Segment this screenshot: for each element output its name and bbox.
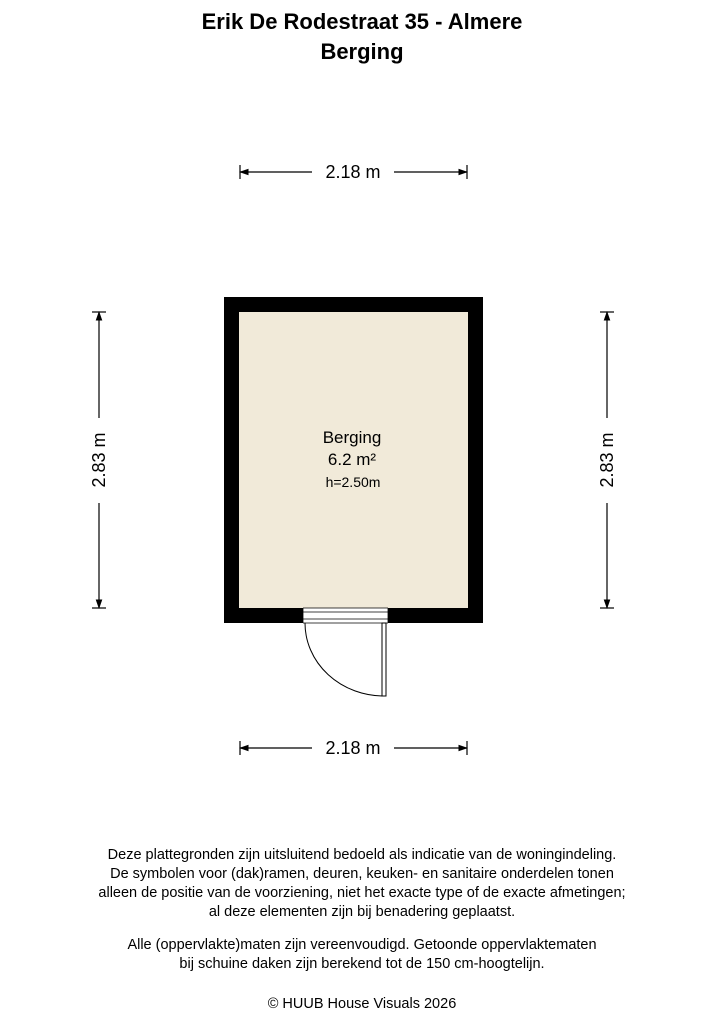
room-name: Berging: [322, 428, 382, 447]
disclaimer-block-1: [0, 846, 724, 922]
disclaimer-line: De symbolen voor (dak)ramen, deuren, keuken- en sanitaire onderdelen tonen: [110, 866, 614, 882]
disclaimer-line: alleen de positie van de voorziening, niet het exacte type of de exacte afmetingen;: [98, 885, 626, 901]
disclaimer-line: al deze elementen zijn bij benadering geplaatst.: [208, 904, 516, 920]
dimension-right-label: 2.83 m: [597, 432, 617, 488]
door-opening: [303, 608, 388, 623]
copyright-notice: © HUUB House Visuals 2026: [267, 996, 457, 1012]
disclaimer-block-2: [0, 936, 724, 974]
door-leaf: [382, 623, 386, 696]
address-title: Erik De Rodestraat 35 - Almere: [201, 9, 523, 34]
room-area: 6.2 m²: [327, 450, 377, 469]
room-height: h=2.50m: [325, 474, 381, 490]
disclaimer-line: Alle (oppervlakte)maten zijn vereenvoudigd. Getoonde oppervlaktematen: [127, 937, 597, 953]
dimension-top-label: 2.18 m: [325, 162, 381, 182]
disclaimer-line: bij schuine daken zijn berekend tot de 150 cm-hoogtelijn.: [179, 956, 545, 972]
floor-title: Berging: [320, 39, 404, 64]
disclaimer-line: Deze plattegronden zijn uitsluitend bedoeld als indicatie van de woningindeling.: [107, 847, 617, 863]
dimension-bottom-label: 2.18 m: [325, 738, 381, 758]
dimension-left-label: 2.83 m: [89, 432, 109, 488]
door-swing-arc: [305, 623, 384, 696]
